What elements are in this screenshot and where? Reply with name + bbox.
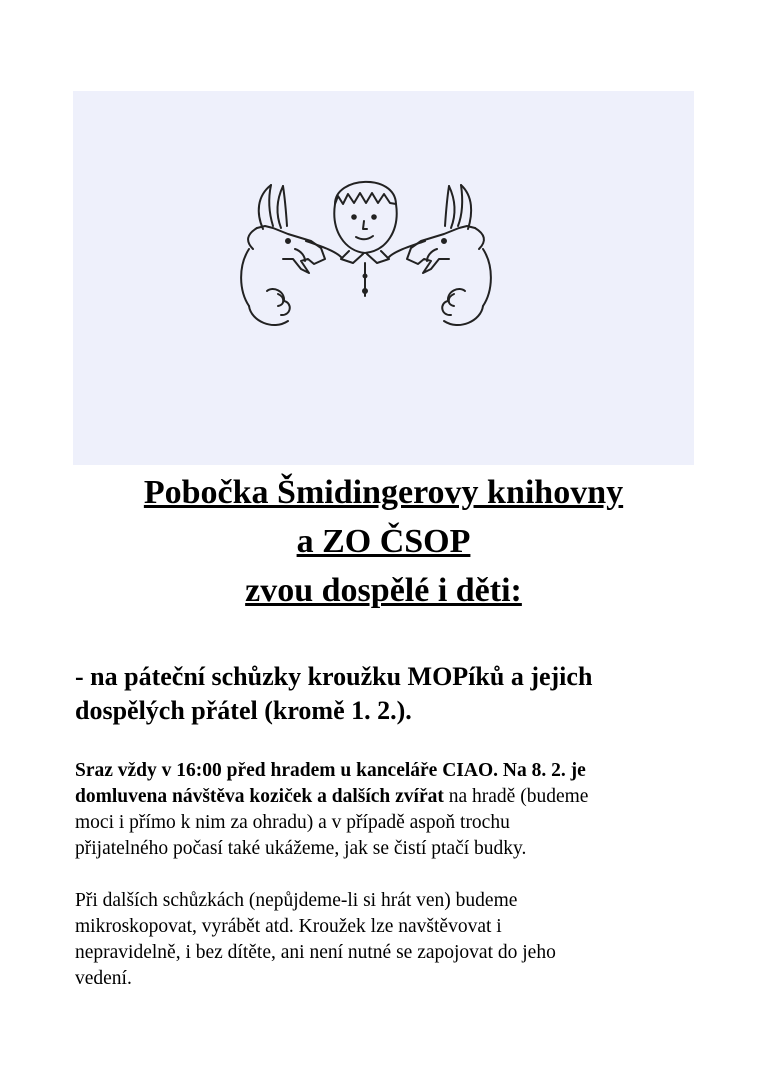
left-goat-drawing	[241, 185, 325, 325]
lead-text	[75, 660, 705, 728]
meeting-info-line-2-bold: domluvena návštěva koziček a dalších zvířat	[75, 786, 444, 807]
headline-line-2: a ZO ČSOP	[296, 523, 471, 560]
lead-line-2: dospělých přátel (kromě 1. 2.).	[75, 696, 412, 725]
meeting-info-line-2-rest: na hradě (budeme	[443, 786, 589, 807]
meeting-info-line-4: přijatelného počasí také ukážeme, jak se čistí ptačí budky.	[75, 838, 527, 859]
right-goat-drawing	[407, 185, 491, 325]
meeting-info-paragraph	[75, 758, 715, 862]
child-drawing	[306, 182, 425, 296]
activities-line-1: Při dalších schůzkách (nepůjdeme-li si hrát ven) budeme	[75, 890, 518, 911]
meeting-info-line-2	[75, 784, 715, 810]
activities-line-3: nepravidelně, i bez dítěte, ani není nutné se zapojovat do jeho	[75, 942, 556, 963]
headline-line-1: Pobočka Šmidingerovy knihovny	[143, 474, 624, 511]
activities-line-2: mikroskopovat, vyrábět atd. Kroužek lze navštěvovat i	[75, 916, 502, 937]
goats-and-child-illustration	[73, 91, 694, 465]
headline-line-3: zvou dospělé i děti:	[245, 572, 522, 609]
meeting-info-line-3: moci i přímo k nim za ohradu) a v případě aspoň trochu	[75, 812, 510, 833]
lead-line-1: - na páteční schůzky kroužku MOPíků a jejich	[75, 662, 593, 691]
activities-line-4: vedení.	[75, 968, 132, 989]
meeting-info-line-1: Sraz vždy v 16:00 před hradem u kanceláře CIAO. Na 8. 2. je	[75, 760, 586, 781]
activities-paragraph	[75, 888, 715, 992]
